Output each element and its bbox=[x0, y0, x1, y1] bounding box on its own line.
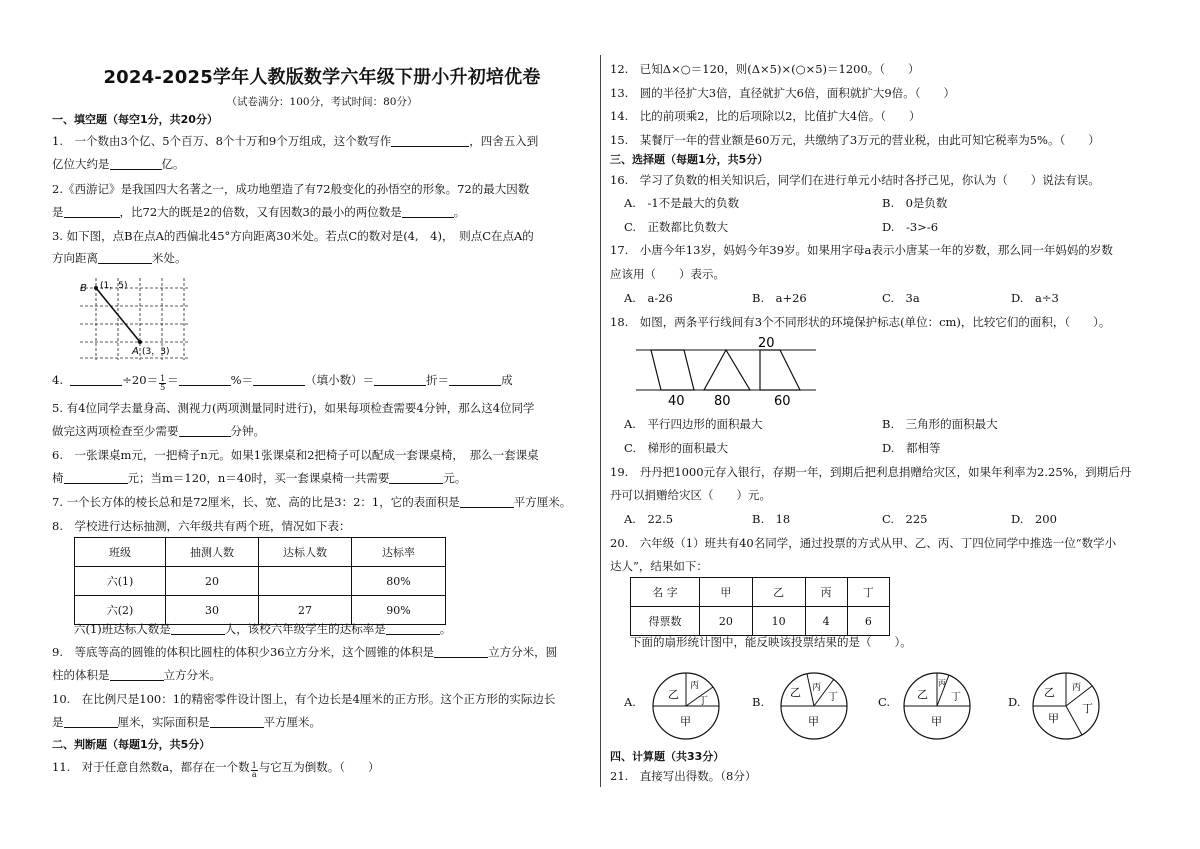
label-parallelogram-base: 40 bbox=[668, 394, 685, 408]
option-c[interactable]: C. bbox=[878, 695, 891, 709]
option-d[interactable]: D. 都相等 bbox=[882, 441, 941, 455]
left-column bbox=[52, 0, 592, 849]
question-10: 10. 在比例尺是100：1的精密零件设计图上，有个边长是4厘米的正方形。这个正方形的实际边长 bbox=[52, 692, 556, 706]
column-divider bbox=[600, 55, 601, 787]
option-d[interactable]: D. bbox=[1008, 695, 1021, 709]
svg-text:甲: 甲 bbox=[931, 715, 942, 728]
question-17-cont: 应该用（ ）表示。 bbox=[610, 267, 725, 281]
question-2-cont: 是 ，比72大的既是2的倍数，又有因数3的最小的两位数是 。 bbox=[52, 205, 466, 219]
option-c[interactable]: C. 225 bbox=[882, 512, 928, 526]
svg-text:丁: 丁 bbox=[951, 692, 961, 703]
table-row: 六(1) 20 80% bbox=[75, 567, 446, 596]
pie-chart-option-b[interactable] bbox=[778, 670, 850, 742]
answer-blank[interactable] bbox=[210, 715, 264, 728]
question-16: 16. 学习了负数的相关知识后，同学们在进行单元小结时各抒己见，你认为（ ）说法有误。 bbox=[610, 173, 1100, 187]
answer-blank[interactable] bbox=[110, 157, 162, 170]
svg-text:乙: 乙 bbox=[1044, 686, 1055, 699]
environmental-signs-figure bbox=[628, 334, 824, 408]
question-6: 6. 一张课桌m元，一把椅子n元。如果1张课桌和2把椅子可以配成一套课桌椅， 那么一套课桌 bbox=[52, 448, 539, 462]
svg-text:丙: 丙 bbox=[812, 683, 822, 693]
question-1: 1. 一个数由3个亿、5个百万、8个十万和9个万组成，这个数写作 ，四舍五入到 bbox=[52, 134, 539, 148]
question-12: 12. 已知Δ×○＝120，则(Δ×5)×(○×5)＝1200。（ ） bbox=[610, 62, 920, 76]
option-c[interactable]: C. 正数都比负数大 bbox=[624, 220, 729, 234]
right-column bbox=[610, 0, 1158, 849]
label-b: B bbox=[80, 283, 87, 294]
answer-blank[interactable] bbox=[64, 205, 120, 218]
page-subtitle: （试卷满分：100分，考试时间：80分） bbox=[226, 96, 418, 108]
point-a bbox=[138, 340, 142, 344]
answer-blank[interactable] bbox=[389, 471, 443, 484]
label-triangle-base: 80 bbox=[714, 394, 731, 408]
svg-text:丙: 丙 bbox=[938, 679, 946, 688]
option-b[interactable]: B. 三角形的面积最大 bbox=[882, 417, 998, 431]
table-header-row: 班级 抽测人数 达标人数 达标率 bbox=[75, 538, 446, 567]
coord-a: (3，3) bbox=[142, 347, 170, 357]
label-trapezoid-top: 20 bbox=[758, 336, 775, 351]
question-18: 18. 如图，两条平行线间有3个不同形状的环境保护标志(单位：cm)，比较它们的面积，（ ）。 bbox=[610, 315, 1111, 329]
svg-text:丙: 丙 bbox=[1072, 683, 1082, 693]
question-10-cont: 是 厘米，实际面积是 平方厘米。 bbox=[52, 715, 321, 729]
question-19: 19. 丹丹把1000元存入银行，存期一年，到期后把利息捐赠给灾区，如果年利率为2.25%，到期后丹 bbox=[610, 465, 1132, 479]
svg-text:甲: 甲 bbox=[808, 715, 819, 728]
question-20-prompt: 下面的扇形统计图中，能反映该投票结果的是（ ）。 bbox=[630, 635, 912, 649]
section-calculation: 四、计算题（共33分） bbox=[610, 750, 725, 763]
question-4: 4. ÷20＝ $\frac{1}{5}$ ＝ %＝ （填小数）＝ 折＝ 成 bbox=[52, 373, 513, 392]
triangle-sign bbox=[704, 350, 750, 390]
option-d[interactable]: D. -3>-6 bbox=[882, 220, 939, 234]
fraction: $\frac{1}{a}$ bbox=[251, 761, 257, 779]
svg-text:甲: 甲 bbox=[680, 715, 691, 728]
question-17: 17. 小唐今年13岁，妈妈今年39岁。如果用字母a表示小唐某一年的岁数，那么同一年妈妈的岁数 bbox=[610, 243, 1113, 257]
option-d[interactable]: D. 200 bbox=[1011, 512, 1057, 526]
question-21: 21. 直接写出得数。（8分） bbox=[610, 769, 757, 783]
question-13: 13. 圆的半径扩大3倍，直径就扩大6倍，面积就扩大9倍。（ ） bbox=[610, 86, 955, 100]
coord-b: (1，5) bbox=[100, 281, 128, 291]
trapezoid-sign bbox=[760, 350, 800, 390]
page-title: 2024-2025学年人教版数学六年级下册小升初培优卷 bbox=[103, 67, 541, 88]
svg-text:甲: 甲 bbox=[1048, 712, 1059, 725]
answer-blank[interactable] bbox=[253, 373, 305, 386]
pie-chart-option-c[interactable] bbox=[901, 670, 973, 742]
option-c[interactable]: C. 3a bbox=[882, 291, 920, 305]
parallelogram-sign bbox=[651, 350, 694, 390]
answer-blank[interactable] bbox=[460, 495, 514, 508]
question-20-cont: 达人”，结果如下： bbox=[610, 559, 708, 573]
answer-blank[interactable] bbox=[374, 373, 426, 386]
question-14: 14. 比的前项乘2，比的后项除以2，比值扩大4倍。（ ） bbox=[610, 109, 921, 123]
question-8: 8. 学校进行达标抽测，六年级共有两个班，情况如下表： bbox=[52, 519, 351, 533]
answer-blank[interactable] bbox=[64, 715, 118, 728]
question-3: 3. 如下图，点B在点A的西偏北45°方向距离30米处。若点C的数对是(4, 4)， 则点C在点A的 bbox=[52, 229, 534, 243]
svg-text:丙: 丙 bbox=[690, 681, 700, 691]
svg-text:丁: 丁 bbox=[1082, 702, 1093, 715]
answer-blank[interactable] bbox=[391, 134, 469, 147]
class-stats-table bbox=[74, 537, 446, 625]
point-b bbox=[94, 286, 98, 290]
answer-blank[interactable] bbox=[179, 373, 231, 386]
section-multiple-choice: 三、选择题（每题1分，共5分） bbox=[610, 153, 769, 166]
question-19-cont: 丹可以捐赠给灾区（ ）元。 bbox=[610, 488, 771, 502]
coordinate-grid-figure bbox=[72, 274, 197, 362]
option-a[interactable]: A. a-26 bbox=[624, 291, 673, 305]
section-true-false: 二、判断题（每题1分，共5分） bbox=[52, 738, 211, 751]
option-a[interactable]: A. -1不是最大的负数 bbox=[624, 196, 740, 210]
pie-chart-option-d[interactable] bbox=[1030, 670, 1102, 742]
label-trapezoid-base: 60 bbox=[774, 394, 791, 408]
answer-blank[interactable] bbox=[110, 668, 164, 681]
svg-text:乙: 乙 bbox=[790, 686, 801, 699]
question-11: 11. 对于任意自然数a，都存在一个数 $\frac{1}{a}$ 与它互为倒数。（ ） bbox=[52, 760, 380, 779]
question-2: 2.《西游记》是我国四大名著之一，成功地塑造了有72般变化的孙悟空的形象。72的最大因数 bbox=[52, 182, 530, 196]
question-8-cont: 六(1)班达标人数是 人，该校六年级学生的达标率是 。 bbox=[74, 622, 452, 636]
label-a: A bbox=[132, 346, 139, 357]
vote-table bbox=[630, 577, 890, 636]
pie-chart-option-a[interactable] bbox=[650, 670, 722, 742]
question-3-cont: 方向距离 米处。 bbox=[52, 251, 187, 265]
answer-blank[interactable] bbox=[434, 645, 488, 658]
question-1-cont: 亿位大约是 亿。 bbox=[52, 157, 185, 171]
question-7: 7. 一个长方体的棱长总和是72厘米，长、宽、高的比是3：2：1，它的表面积是 平方厘米。 bbox=[52, 495, 572, 509]
question-9-cont: 柱的体积是 立方分米。 bbox=[52, 668, 221, 682]
fraction: $\frac{1}{5}$ bbox=[160, 374, 166, 392]
answer-blank[interactable] bbox=[70, 373, 122, 386]
question-6-cont: 椅 元；当m＝120，n＝40时，买一套课桌椅一共需要 元。 bbox=[52, 471, 467, 485]
answer-blank[interactable] bbox=[386, 622, 440, 635]
answer-blank[interactable] bbox=[171, 622, 225, 635]
option-a[interactable]: A. bbox=[624, 695, 636, 709]
option-b[interactable]: B. bbox=[752, 695, 765, 709]
answer-blank[interactable] bbox=[402, 205, 454, 218]
answer-blank[interactable] bbox=[179, 424, 231, 437]
svg-text:乙: 乙 bbox=[917, 688, 928, 701]
question-5: 5. 有4位同学去量身高、测视力(两项测量同时进行)，如果每项检查需要4分钟，那么这4位同学 bbox=[52, 401, 535, 415]
table-row: 六(2) 30 27 90% bbox=[75, 596, 446, 625]
question-15: 15. 某餐厅一年的营业额是60万元，共缴纳了3万元的营业税，由此可知它税率为5%。（ ） bbox=[610, 133, 1100, 147]
question-5-cont: 做完这两项检查至少需要 分钟。 bbox=[52, 424, 265, 438]
question-9: 9. 等底等高的圆锥的体积比圆柱的体积少36立方分米，这个圆锥的体积是 立方分米，圆 bbox=[52, 645, 558, 659]
section-fill-blank: 一、填空题（每空1分，共20分） bbox=[52, 113, 218, 126]
svg-text:乙: 乙 bbox=[668, 688, 679, 701]
option-b[interactable]: B. 0是负数 bbox=[882, 196, 948, 210]
svg-text:丁: 丁 bbox=[828, 692, 838, 703]
answer-blank[interactable] bbox=[98, 251, 152, 264]
answer-blank[interactable] bbox=[449, 373, 501, 386]
table-header-row: 名 字 甲 乙 丙 丁 bbox=[631, 578, 890, 607]
option-b[interactable]: B. 18 bbox=[752, 512, 791, 526]
option-b[interactable]: B. a+26 bbox=[752, 291, 807, 305]
option-d[interactable]: D. a÷3 bbox=[1011, 291, 1059, 305]
table-row: 得票数 20 10 4 6 bbox=[631, 607, 890, 636]
option-a[interactable]: A. 22.5 bbox=[624, 512, 674, 526]
svg-text:丁: 丁 bbox=[698, 696, 708, 707]
option-c[interactable]: C. 梯形的面积最大 bbox=[624, 441, 729, 455]
question-20: 20. 六年级（1）班共有40名同学，通过投票的方式从甲、乙、丙、丁四位同学中推选一位“数学小 bbox=[610, 536, 1117, 550]
answer-blank[interactable] bbox=[64, 471, 128, 484]
option-a[interactable]: A. 平行四边形的面积最大 bbox=[624, 417, 763, 431]
